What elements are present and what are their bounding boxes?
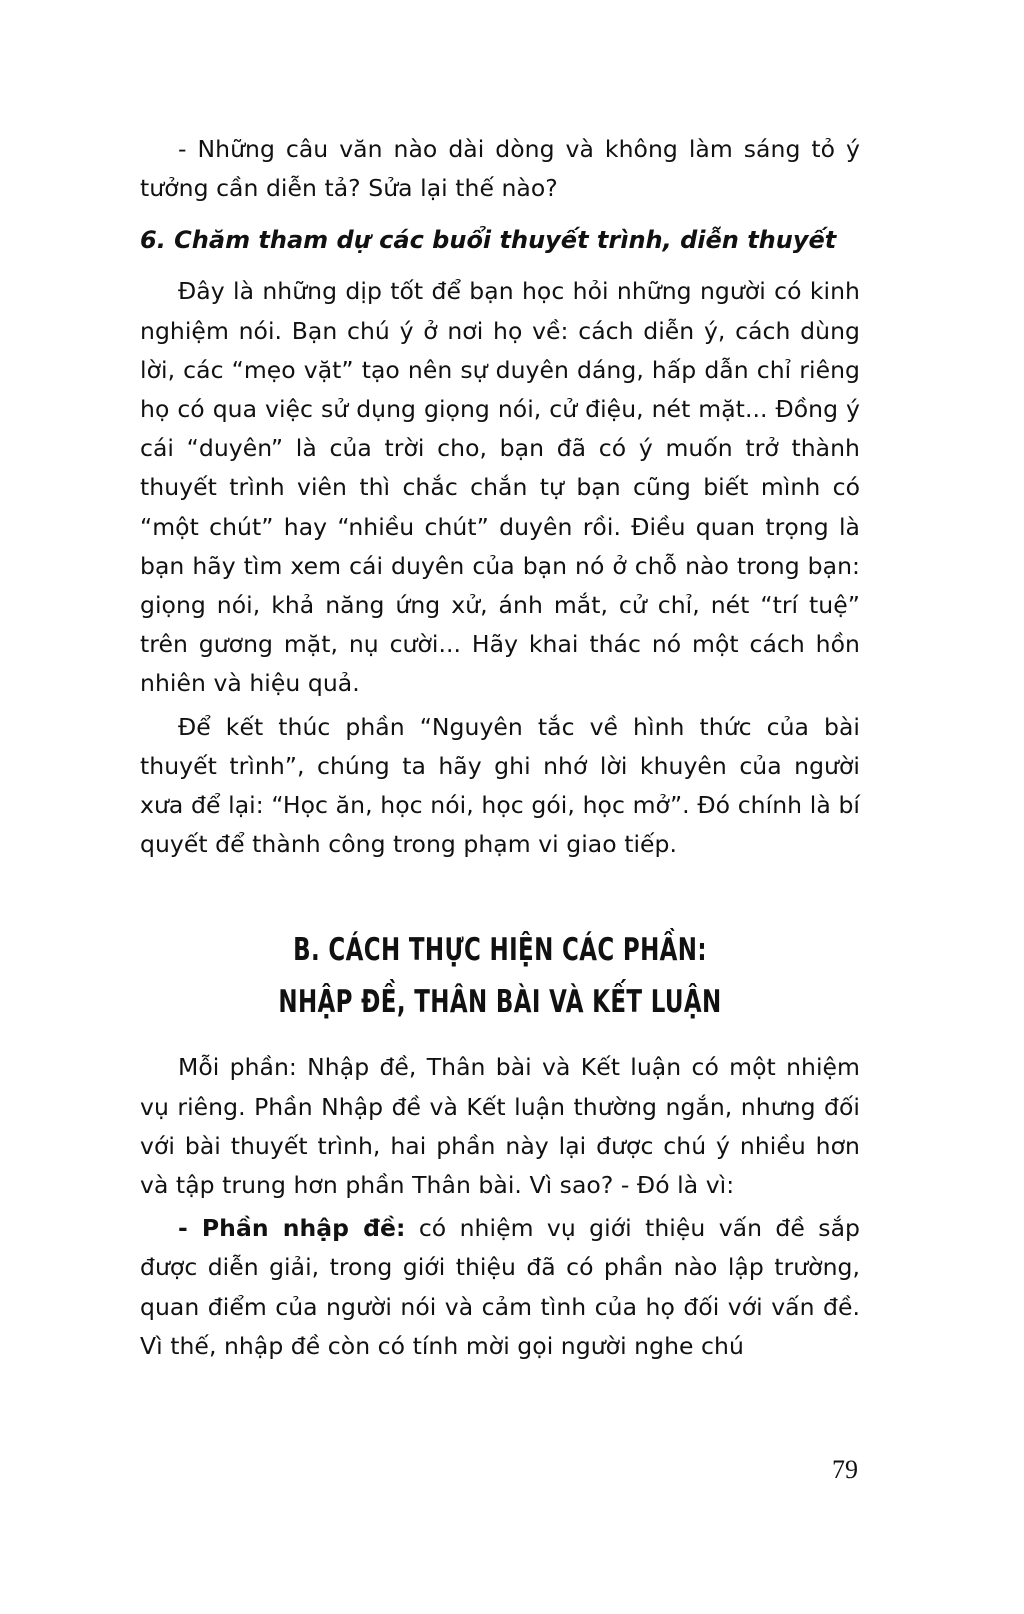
section-title-line-1: B. CÁCH THỰC HIỆN CÁC PHẦN: xyxy=(293,932,707,969)
page-content xyxy=(140,130,860,1370)
intro-paragraph: - Những câu văn nào dài dòng và không làm sáng tỏ ý tưởng cần diễn tả? Sửa lại thế nào? xyxy=(140,135,860,203)
paragraph-conclusion-advice: Để kết thúc phần “Nguyên tắc về hình thức của bài thuyết trình”, chúng ta hãy ghi nhớ lời khuyên của người xưa để lại: “Học ăn, học nói, học gói, học mở”. Đó chính là bí quyết để thành công trong phạm vi giao tiếp. xyxy=(140,712,860,859)
subsection-heading: 6. Chăm tham dự các buổi thuyết trình, diễn thuyết xyxy=(140,226,837,255)
paragraph-parts-overview: Mỗi phần: Nhập đề, Thân bài và Kết luận có một nhiệm vụ riêng. Phần Nhập đề và Kết luận thường ngắn, nhưng đối với bài thuyết trình, hai phần này lại được chú ý nhiều hơn và tập trung hơn phần Thân bài. Vì sao? - Đó là vì: xyxy=(140,1053,860,1200)
page-number: 79 xyxy=(832,1455,858,1484)
section-title xyxy=(234,924,767,1028)
paragraph-attend-presentations: Đây là những dịp tốt để bạn học hỏi những người có kinh nghiệm nói. Bạn chú ý ở nơi họ về: cách diễn ý, cách dùng lời, các “mẹo vặt” tạo nên sự duyên dáng, hấp dẫn chỉ riêng họ có qua việc sử dụng giọng nói, cử điệu, nét mặt... Đồng ý cái “duyên” là của trời cho, bạn đã có ý muốn trở thành thuyết trình viên thì chắc chắn tự bạn cũng biết mình có “một chút” hay “nhiều chút” duyên rồi. Điều quan trọng là bạn hãy tìm xem cái duyên của bạn nó ở chỗ nào trong bạn: giọng nói, khả năng ứng xử, ánh mắt, cử chỉ, nét “trí tuệ” trên gương mặt, nụ cười... Hãy khai thác nó một cách hồn nhiên và hiệu quả. xyxy=(140,277,860,698)
section-title-line-2: NHẬP ĐỀ, THÂN BÀI VÀ KẾT LUẬN xyxy=(278,984,722,1021)
paragraph-lead-term: - Phần nhập đề: xyxy=(178,1214,406,1243)
paragraph-introduction-part xyxy=(140,1209,860,1366)
paragraph-body-text: có nhiệm vụ giới thiệu vấn đề sắp được diễn giải, trong giới thiệu đã có phần nào lập trường, quan điểm của người nói và cảm tình của họ đối với vấn đề. Vì thế, nhập đề còn có tính mời gọi người nghe chú xyxy=(140,1214,860,1360)
